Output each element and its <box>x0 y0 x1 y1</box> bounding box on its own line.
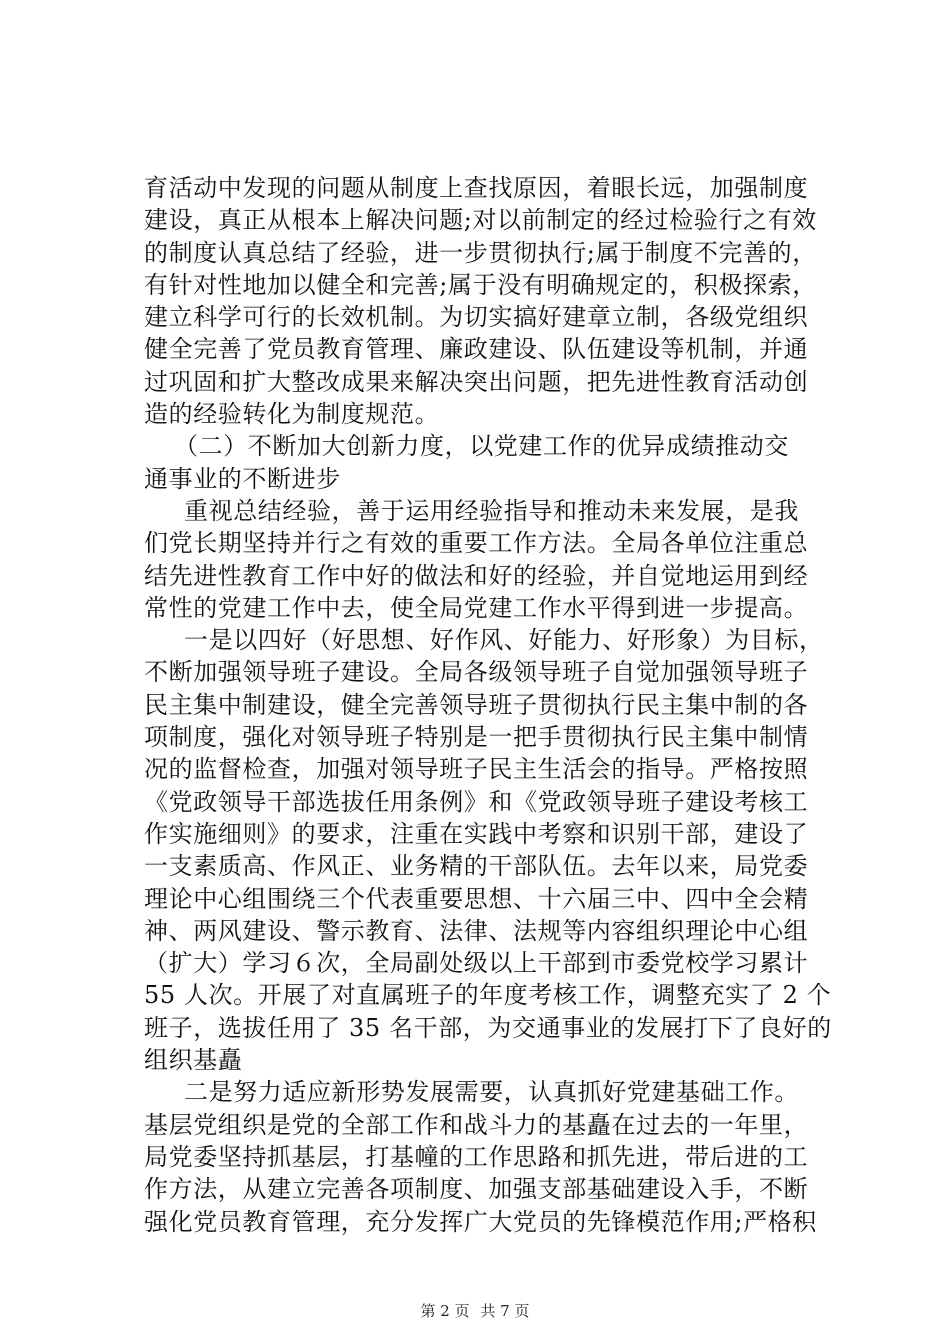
text-line: 建设，真正从根本上解决问题;对以前制定的经过检验行之有效 <box>144 206 817 235</box>
text-line: 重视总结经验，善于运用经验指导和推动未来发展，是我 <box>184 496 799 525</box>
text-line: 神、两风建设、警示教育、法律、法规等内容组织理论中心组 <box>144 916 809 945</box>
text-line: 的制度认真总结了经验，进一步贯彻执行;属于制度不完善的， <box>144 238 817 267</box>
text-line: 二是努力适应新形势发展需要，认真抓好党建基础工作。 <box>184 1078 799 1107</box>
text-line: 民主集中制建设，健全完善领导班子贯彻执行民主集中制的各 <box>144 690 809 719</box>
text-line: 建立科学可行的长效机制。为切实搞好建章立制，各级党组织 <box>144 303 809 332</box>
text-line: 育活动中发现的问题从制度上查找原因，着眼长远，加强制度 <box>144 174 809 202</box>
text-line: 组织基矗 <box>144 1046 243 1075</box>
section-heading-line: （二）不断加大创新力度，以党建工作的优异成绩推动交 <box>174 432 789 461</box>
text-line: 班子，选拔任用了 35 名干部，为交通事业的发展打下了良好的 <box>144 1013 832 1042</box>
text-line: 作实施细则》的要求，注重在实践中考察和识别干部，建设了 <box>144 819 809 848</box>
text-line: 有针对性地加以健全和完善;属于没有明确规定的，积极探索， <box>144 270 817 299</box>
text-line: 不断加强领导班子建设。全局各级领导班子自觉加强领导班子 <box>144 658 809 687</box>
text-line: 作方法，从建立完善各项制度、加强支部基础建设入手，不断 <box>144 1175 809 1204</box>
text-line: 局党委坚持抓基层，打基幢的工作思路和抓先进，带后进的工 <box>144 1142 809 1171</box>
text-line: 基层党组织是党的全部工作和战斗力的基矗在过去的一年里， <box>144 1110 809 1139</box>
text-line: 结先进性教育工作中好的做法和好的经验，并自觉地运用到经 <box>144 561 809 590</box>
page-number: 第 2 页 <box>420 1302 470 1320</box>
body-text <box>144 172 832 1238</box>
text-line: 《党政领导干部选拔任用条例》和《党政领导班子建设考核工 <box>144 787 809 816</box>
text-line: 健全完善了党员教育管理、廉政建设、队伍建设等机制，并通 <box>144 335 809 364</box>
text-line: 项制度，强化对领导班子特别是一把手贯彻执行民主集中制情 <box>144 723 809 752</box>
text-line: 们党长期坚持并行之有效的重要工作方法。全局各单位注重总 <box>144 529 809 558</box>
text-line: 过巩固和扩大整改成果来解决突出问题，把先进性教育活动创 <box>144 367 809 396</box>
page-total: 共 7 页 <box>480 1302 530 1320</box>
text-line: 造的经验转化为制度规范。 <box>144 400 440 429</box>
text-line: 55 人次。开展了对直属班子的年度考核工作，调整充实了 2 个 <box>144 981 832 1010</box>
text-line: 况的监督检查，加强对领导班子民主生活会的指导。严格按照 <box>144 755 809 784</box>
text-line: 理论中心组围绕三个代表重要思想、十六届三中、四中全会精 <box>144 884 809 913</box>
text-line: 常性的党建工作中去，使全局党建工作水平得到进一步提高。 <box>144 593 809 622</box>
text-line: （扩大）学习６次，全局副处级以上干部到市委党校学习累计 <box>144 949 809 978</box>
section-heading-line: 通事业的不断进步 <box>144 464 341 493</box>
text-line: 一是以四好（好思想、好作风、好能力、好形象）为目标， <box>184 626 824 655</box>
text-line: 一支素质高、作风正、业务精的干部队伍。去年以来，局党委 <box>144 852 809 881</box>
text-line: 强化党员教育管理，充分发挥广大党员的先锋模范作用;严格积 <box>144 1207 817 1236</box>
page-footer <box>0 1300 950 1321</box>
